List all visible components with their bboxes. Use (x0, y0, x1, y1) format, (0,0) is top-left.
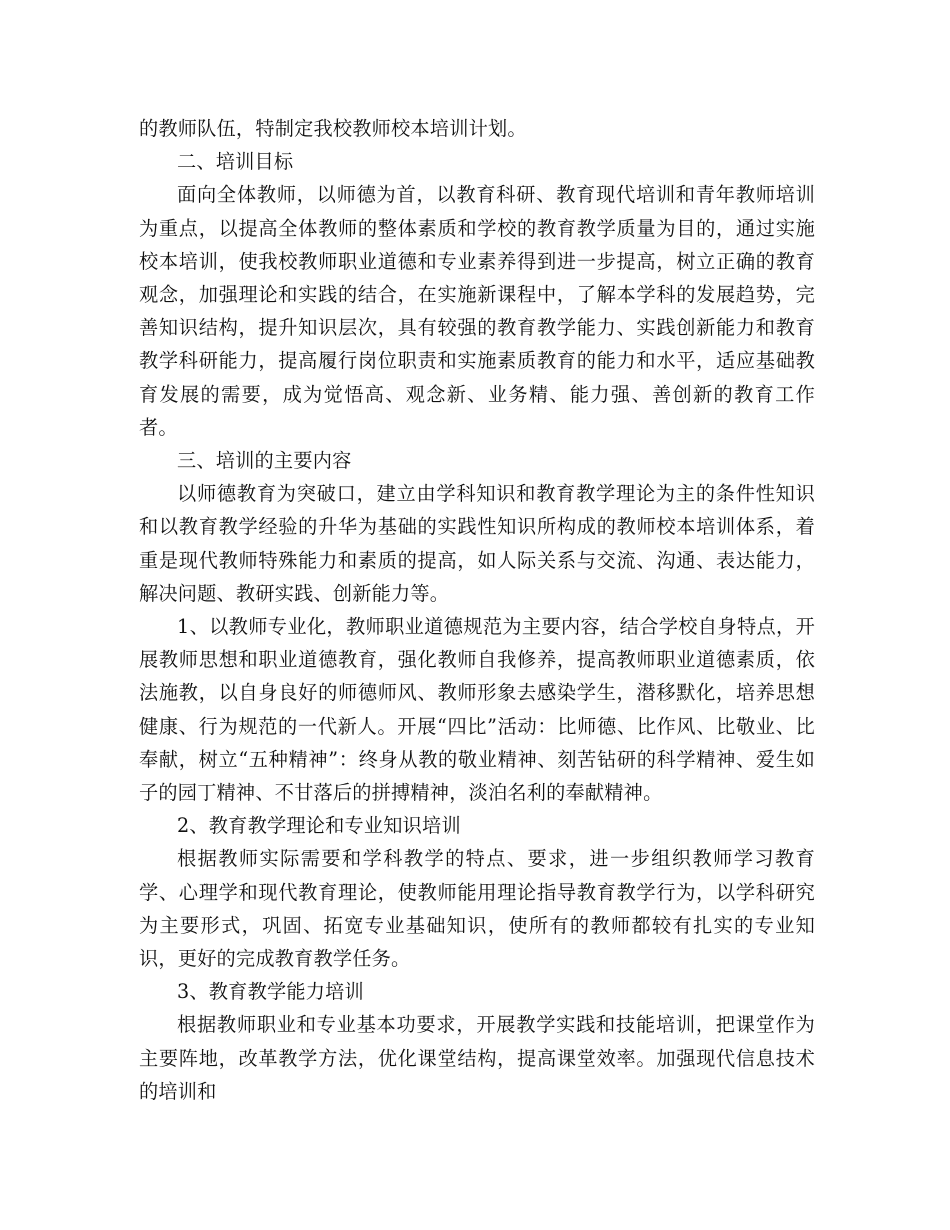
paragraph-item-1: 1、以教师专业化，教师职业道德规范为主要内容，结合学校自身特点，开展教师思想和职业道德教育，强化教师自我修养，提高教师职业道德素质，依法施教，以自身良好的师德师风、教师形象去感染学生，潜移默化，培养思想健康、行为规范的一代新人。开展“四比”活动：比师德、比作风、比敬业、比奉献，树立“五种精神”：终身从教的敬业精神、刻苦钻研的科学精神、爱生如子的园丁精神、不甘落后的拼搏精神，淡泊名利的奉献精神。 (139, 615, 815, 805)
subheading-item-3: 3、教育教学能力培训 (177, 980, 364, 1004)
subheading-item-2: 2、教育教学理论和专业知识培训 (177, 814, 461, 838)
paragraph-item-2: 根据教师实际需要和学科教学的特点、要求，进一步组织教师学习教育学、心理学和现代教育理论，使教师能用理论指导教育教学行为，以学科研究为主要形式，巩固、拓宽专业基础知识，使所有的教师都较有扎实的专业知识，更好的完成教育教学任务。 (139, 847, 815, 971)
document-body (139, 112, 815, 1108)
paragraph-training-goals: 面向全体教师，以师德为首，以教育科研、教育现代培训和青年教师培训为重点，以提高全体教师的整体素质和学校的教育教学质量为目的，通过实施校本培训，使我校教师职业道德和专业素养得到进一步提高，树立正确的教育观念，加强理论和实践的结合，在实施新课程中，了解本学科的发展趋势，完善知识结构，提升知识层次，具有较强的教育教学能力、实践创新能力和教育教学科研能力，提高履行岗位职责和实施素质教育的能力和水平，适应基础教育发展的需要，成为觉悟高、观念新、业务精、能力强、善创新的教育工作者。 (139, 183, 815, 439)
paragraph-item-3: 根据教师职业和专业基本功要求，开展教学实践和技能培训，把课堂作为主要阵地，改革教学方法，优化课堂结构，提高课堂效率。加强现代信息技术的培训和 (139, 1013, 815, 1103)
paragraph-main-content: 以师德教育为突破口，建立由学科知识和教育教学理论为主的条件性知识和以教育教学经验的升华为基础的实践性知识所构成的教师校本培训体系，着重是现代教师特殊能力和素质的提高，如人际关系与交流、沟通、表达能力，解决问题、教研实践、创新能力等。 (139, 482, 815, 605)
paragraph-intro-continuation: 的教师队伍，特制定我校教师校本培训计划。 (139, 117, 527, 140)
section-heading-training-goals: 二、培训目标 (177, 150, 294, 174)
section-heading-main-content: 三、培训的主要内容 (177, 449, 352, 473)
